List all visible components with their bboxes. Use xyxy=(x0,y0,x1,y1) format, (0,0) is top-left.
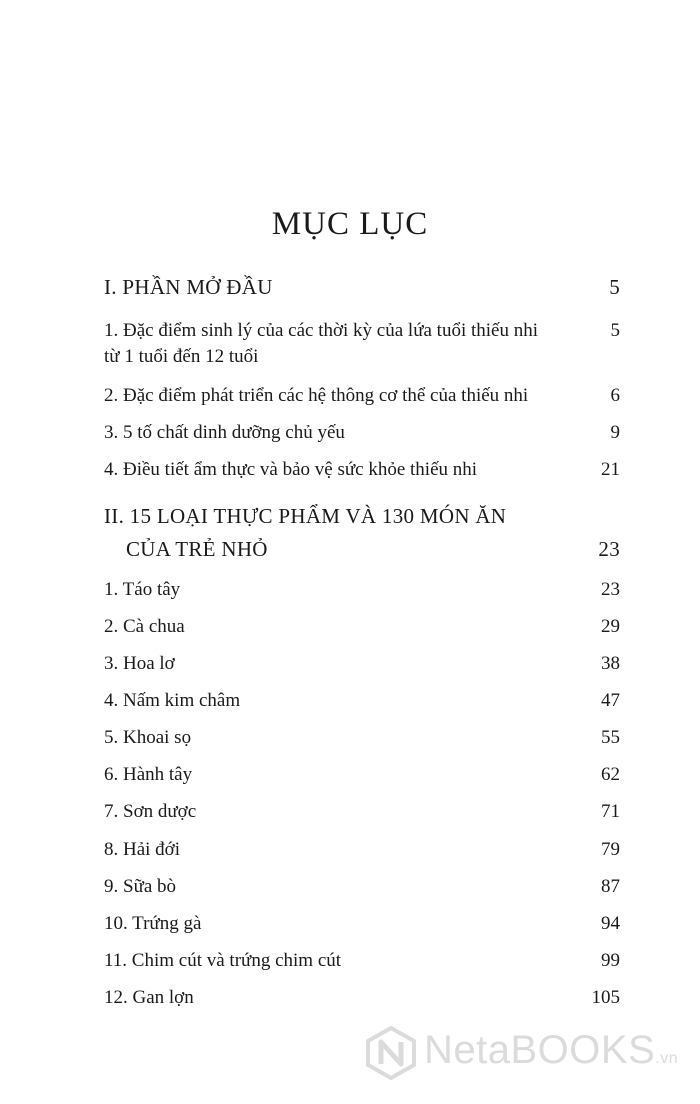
toc-item-label: 11. Chim cút và trứng chim cút xyxy=(104,950,342,971)
toc-page-number: 21 xyxy=(601,459,620,480)
toc-item-label: 10. Trứng gà xyxy=(104,913,202,934)
toc-page-number: 23 xyxy=(601,579,620,600)
toc-item-label: 3. 5 tố chất dinh dưỡng chủ yếu xyxy=(104,422,345,443)
toc-page-number: 23 xyxy=(598,537,620,561)
watermark-text xyxy=(424,1028,678,1073)
toc-item-label: 4. Điều tiết ẩm thực và bảo vệ sức khỏe thiếu nhi xyxy=(104,459,478,480)
toc-item-label: 2. Đặc điểm phát triển các hệ thông cơ thể của thiếu nhi xyxy=(104,385,529,406)
toc-item-label: 8. Hải đới xyxy=(104,839,181,860)
toc-item-label: 7. Sơn dược xyxy=(104,801,197,822)
toc-item-label: 4. Nấm kim châm xyxy=(104,690,241,711)
toc-page-number: 47 xyxy=(601,690,620,711)
toc-section-label: II. 15 LOẠI THỰC PHẨM VÀ 130 MÓN ĂN xyxy=(104,504,507,528)
toc-page-number: 6 xyxy=(610,385,620,406)
toc-page-number: 62 xyxy=(601,764,620,785)
toc-page-number: 9 xyxy=(610,422,620,443)
toc-page-number: 79 xyxy=(601,839,620,860)
toc-section-label-continued: CỦA TRẺ NHỎ xyxy=(126,537,268,561)
watermark-suffix: .vn xyxy=(655,1050,679,1067)
toc-page-number: 99 xyxy=(601,950,620,971)
toc-page-number: 55 xyxy=(601,727,620,748)
toc-page-number: 5 xyxy=(610,320,620,341)
toc-page-number: 29 xyxy=(601,616,620,637)
watermark-brand: NetaBOOKS xyxy=(424,1028,656,1072)
toc-item-label: 2. Cà chua xyxy=(104,616,185,637)
toc-page-number: 71 xyxy=(601,801,620,822)
toc-item-label: 5. Khoai sọ xyxy=(104,727,192,748)
toc-section-label: I. PHẦN MỞ ĐẦU xyxy=(104,275,273,299)
netabooks-logo-icon xyxy=(364,1026,418,1080)
toc-page-number: 105 xyxy=(591,987,620,1008)
toc-item-label: 3. Hoa lơ xyxy=(104,653,175,674)
toc-item-label: 6. Hành tây xyxy=(104,764,193,785)
toc-page-number: 5 xyxy=(609,275,620,299)
watermark xyxy=(364,1022,694,1082)
toc-page-number: 87 xyxy=(601,876,620,897)
toc-item-label-continued: từ 1 tuổi đến 12 tuổi xyxy=(104,346,259,367)
toc-item-label: 9. Sữa bò xyxy=(104,876,177,897)
toc-item-label: 1. Táo tây xyxy=(104,579,181,600)
toc-item-label: 1. Đặc điểm sinh lý của các thời kỳ của lứa tuổi thiếu nhi xyxy=(104,320,539,341)
toc-page-number: 38 xyxy=(601,653,620,674)
toc-page-number: 94 xyxy=(601,913,620,934)
page-title: MỤC LỤC xyxy=(271,206,429,242)
toc-item-label: 12. Gan lợn xyxy=(104,987,194,1008)
